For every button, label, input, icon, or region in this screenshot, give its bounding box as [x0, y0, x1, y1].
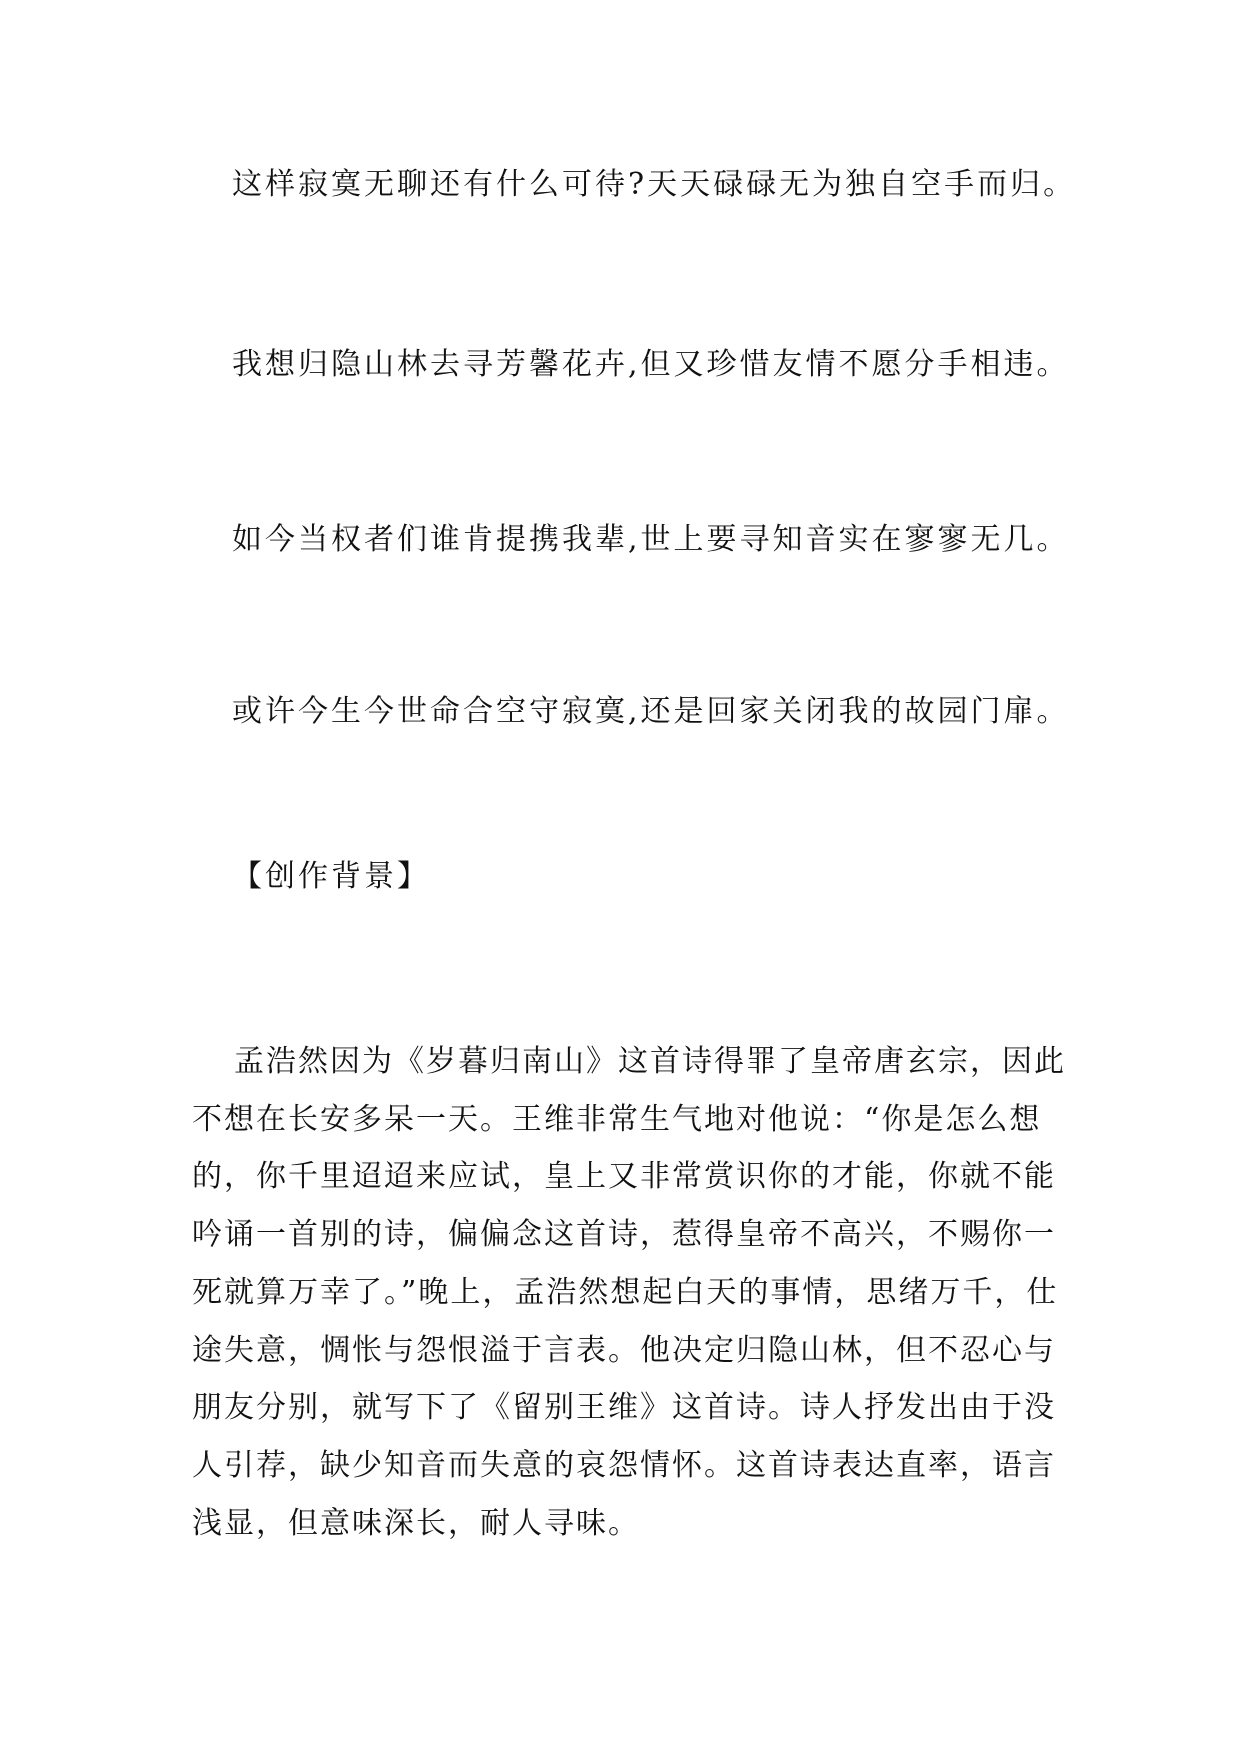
translation-line-3: 如今当权者们谁肯提携我辈,世上要寻知音实在寥寥无几。 — [232, 522, 1070, 557]
translation-line-1: 这样寂寞无聊还有什么可待?天天碌碌无为独自空手而归。 — [232, 167, 1077, 202]
translation-line-2: 我想归隐山林去寻芳馨花卉,但又珍惜友情不愿分手相违。 — [232, 347, 1070, 382]
translation-line-4: 或许今生今世命合空守寂寞,还是回家关闭我的故园门扉。 — [232, 694, 1070, 729]
background-paragraph: 孟浩然因为《岁暮归南山》这首诗得罪了皇帝唐玄宗，因此不想在长安多呆一天。王维非常生气地对他说：“你是怎么想的，你千里迢迢来应试，皇上又非常赏识你的才能，你就不能吟诵一首别的诗，偏偏念这首诗，惹得皇帝不高兴，不赐你一死就算万幸了。”晚上，孟浩然想起白天的事情，思绪万千，仕途失意，惆怅与怨恨溢于言表。他决定归隐山林，但不忍心与朋友分别，就写下了《留别王维》这首诗。诗人抒发出由于没人引荐，缺少知音而失意的哀怨情怀。这首诗表达直率，语言浅显，但意味深长，耐人寻味。 — [192, 1044, 1066, 1541]
section-heading: 【创作背景】 — [232, 859, 430, 894]
